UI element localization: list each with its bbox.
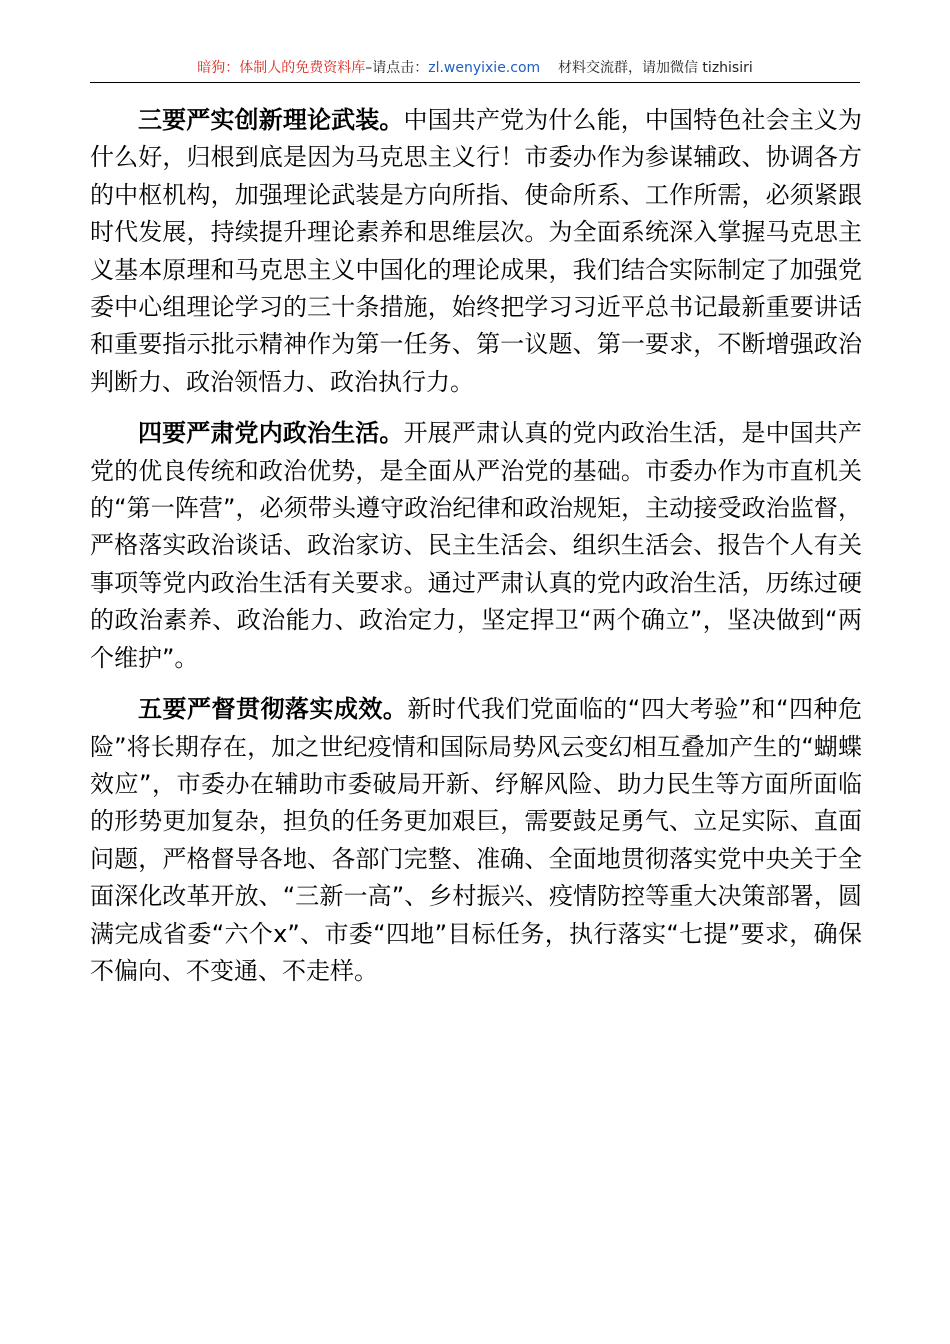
paragraph-text: 中国共产党为什么能，中国特色社会主义为什么好，归根到底是因为马克思主义行！市委办作为参谋辅政、协调各方的中枢机构，加强理论武装是方向所指、使命所系、工作所需，必须紧跟时代发展，持续提升理论素养和思维层次。为全面系统深入掌握马克思主义基本原理和马克思主义中国化的理论成果，我们结合实际制定了加强党委中心组理论学习的三十条措施，始终把学习习近平总书记最新重要讲话和重要指示批示精神作为第一任务、第一议题、第一要求，不断增强政治判断力、政治领悟力、政治执行力。 [90, 106, 863, 396]
header-url-link[interactable]: zl.wenyixie.com [428, 60, 541, 76]
paragraph-text: 开展严肃认真的党内政治生活，是中国共产党的优良传统和政治优势，是全面从严治党的基础。市委办作为市直机关的“第一阵营”，必须带头遵守政治纪律和政治规矩，主动接受政治监督，严格落实政治谈话、政治家访、民主生活会、组织生活会、报告个人有关事项等党内政治生活有关要求。通过严肃认真的党内政治生活，历练过硬的政治素养、政治能力、政治定力，坚定捍卫“两个确立”，坚决做到“两个维护”。 [90, 419, 863, 672]
header-site-name: 暗狗：体制人的免费资料库 [197, 60, 366, 76]
paragraph-heading: 四要严肃党内政治生活。 [138, 419, 404, 448]
header-spacer [540, 60, 558, 76]
paragraph-political-life [90, 415, 862, 677]
paragraph-theory-arming [90, 102, 862, 401]
page-header [90, 58, 860, 83]
header-click-prompt: –请点击： [365, 60, 429, 76]
paragraph-implementation [90, 691, 862, 990]
paragraph-heading: 五要严督贯彻落实成效。 [138, 695, 408, 724]
header-wechat-note: 材料交流群，请加微信 tizhisiri [557, 60, 753, 76]
paragraph-text: 新时代我们党面临的“四大考验”和“四种危险”将长期存在，加之世纪疫情和国际局势风云变幻相互叠加产生的“蝴蝶效应”，市委办在辅助市委破局开新、纾解风险、助力民生等方面所面临的形势更加复杂，担负的任务更加艰巨，需要鼓足勇气、立足实际、直面问题，严格督导各地、各部门完整、准确、全面地贯彻落实党中央关于全面深化改革开放、“三新一高”、乡村振兴、疫情防控等重大决策部署，圆满完成省委“六个x”、市委“四地”目标任务，执行落实“七提”要求，确保不偏向、不变通、不走样。 [90, 695, 862, 985]
paragraph-heading: 三要严实创新理论武装。 [138, 106, 404, 134]
document-body [90, 102, 862, 1004]
